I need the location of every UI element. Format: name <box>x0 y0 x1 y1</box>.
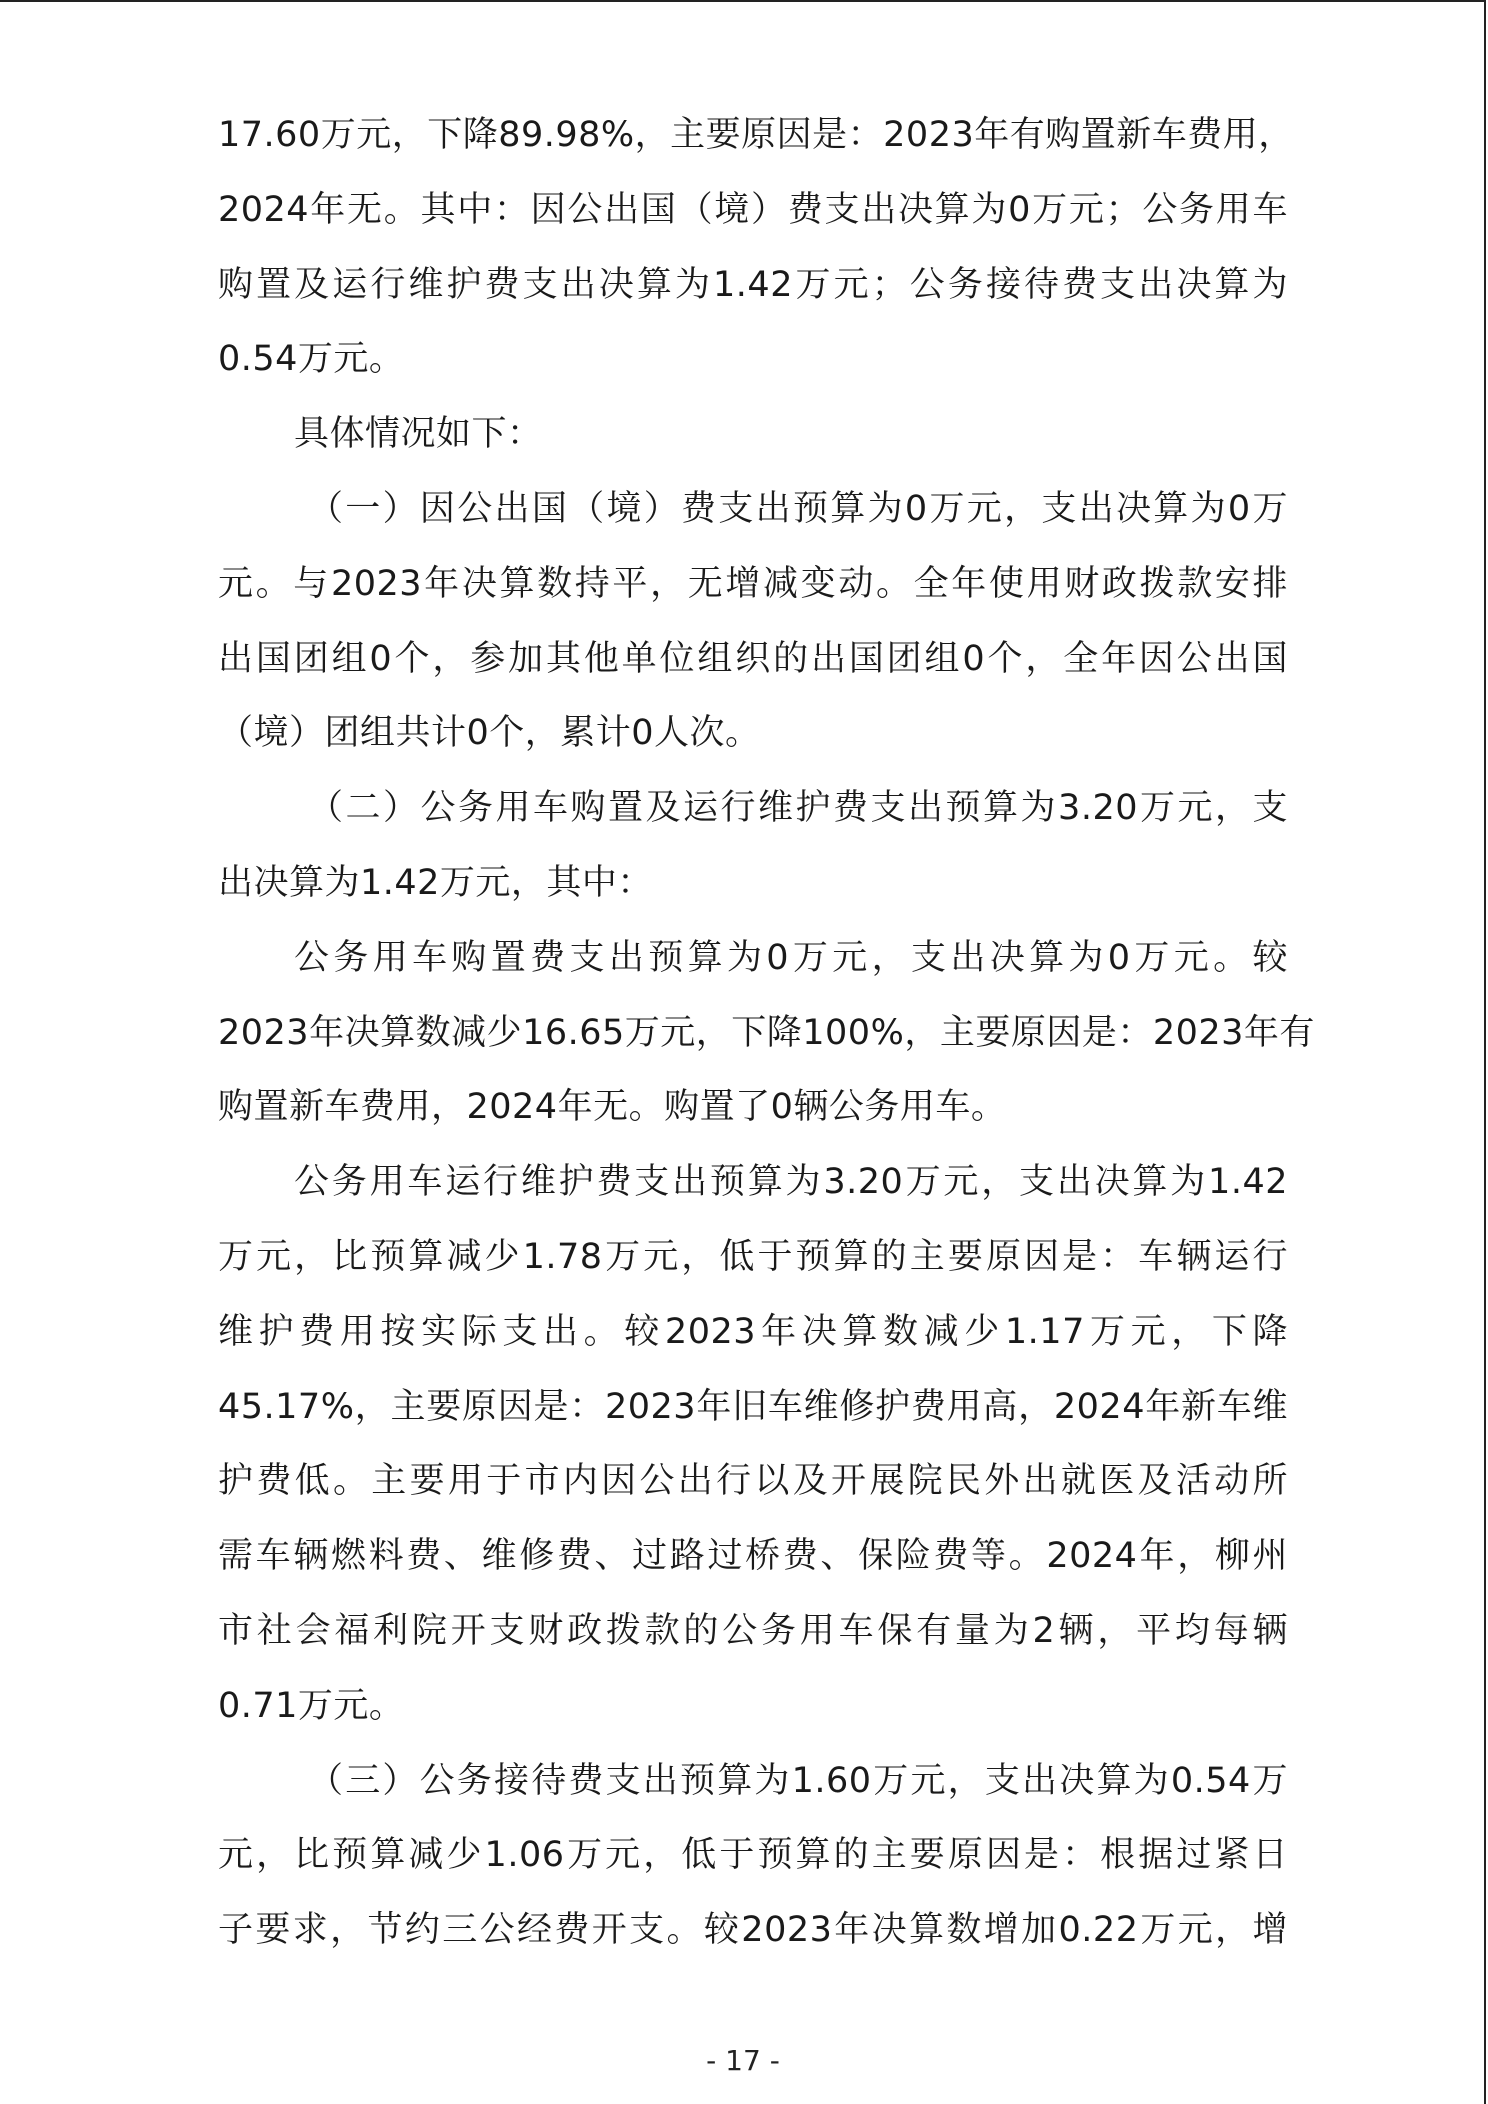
text-line: （二）公务用车购置及运行维护费支出预算为3.20万元，支 <box>308 788 1288 829</box>
text-line: 0.54万元。 <box>218 339 405 380</box>
text-line: （一）因公出国（境）费支出预算为0万元，支出决算为0万 <box>308 488 1288 529</box>
text-line: 市社会福利院开支财政拨款的公务用车保有量为2辆，平均每辆 <box>218 1610 1288 1651</box>
text-line: 45.17%，主要原因是：2023年旧车维修护费用高，2024年新车维 <box>218 1386 1288 1427</box>
text-line: 0.71万元。 <box>218 1685 405 1726</box>
text-line: 万元，比预算减少1.78万元，低于预算的主要原因是：车辆运行 <box>218 1236 1288 1277</box>
text-line: （境）团组共计0个，累计0人次。 <box>218 713 761 754</box>
text-line: 17.60万元，下降89.98%，主要原因是：2023年有购置新车费用， <box>218 115 1294 155</box>
text-line: 公务用车购置费支出预算为0万元，支出决算为0万元。较 <box>294 937 1288 978</box>
text-line: 子要求，节约三公经费开支。较2023年决算数增加0.22万元，增 <box>218 1910 1288 1951</box>
text-line: 维护费用按实际支出。较2023年决算数减少1.17万元，下降 <box>218 1311 1288 1352</box>
text-line: 购置新车费用，2024年无。购置了0辆公务用车。 <box>218 1087 1007 1128</box>
text-line: 2024年无。其中：因公出国（境）费支出决算为0万元；公务用车 <box>218 189 1288 230</box>
text-line: （三）公务接待费支出预算为1.60万元，支出决算为0.54万 <box>308 1760 1288 1801</box>
text-line: 具体情况如下： <box>294 414 543 455</box>
text-line: 元，比预算减少1.06万元，低于预算的主要原因是：根据过紧日 <box>218 1835 1288 1876</box>
text-line: 购置及运行维护费支出决算为1.42万元；公务接待费支出决算为 <box>218 264 1288 305</box>
body-text <box>218 98 1315 1968</box>
text-line: 2023年决算数减少16.65万元，下降100%，主要原因是：2023年有 <box>218 1012 1315 1053</box>
page-number: - 17 - <box>706 2044 780 2077</box>
text-line: 护费低。主要用于市内因公出行以及开展院民外出就医及活动所 <box>218 1461 1288 1502</box>
text-line: 需车辆燃料费、维修费、过路过桥费、保险费等。2024年，柳州 <box>218 1536 1288 1577</box>
text-line: 出决算为1.42万元，其中： <box>218 862 653 903</box>
text-line: 出国团组0个，参加其他单位组织的出国团组0个，全年因公出国 <box>218 638 1288 679</box>
text-line: 元。与2023年决算数持平，无增减变动。全年使用财政拨款安排 <box>218 563 1288 604</box>
text-line: 公务用车运行维护费支出预算为3.20万元，支出决算为1.42 <box>294 1162 1288 1203</box>
